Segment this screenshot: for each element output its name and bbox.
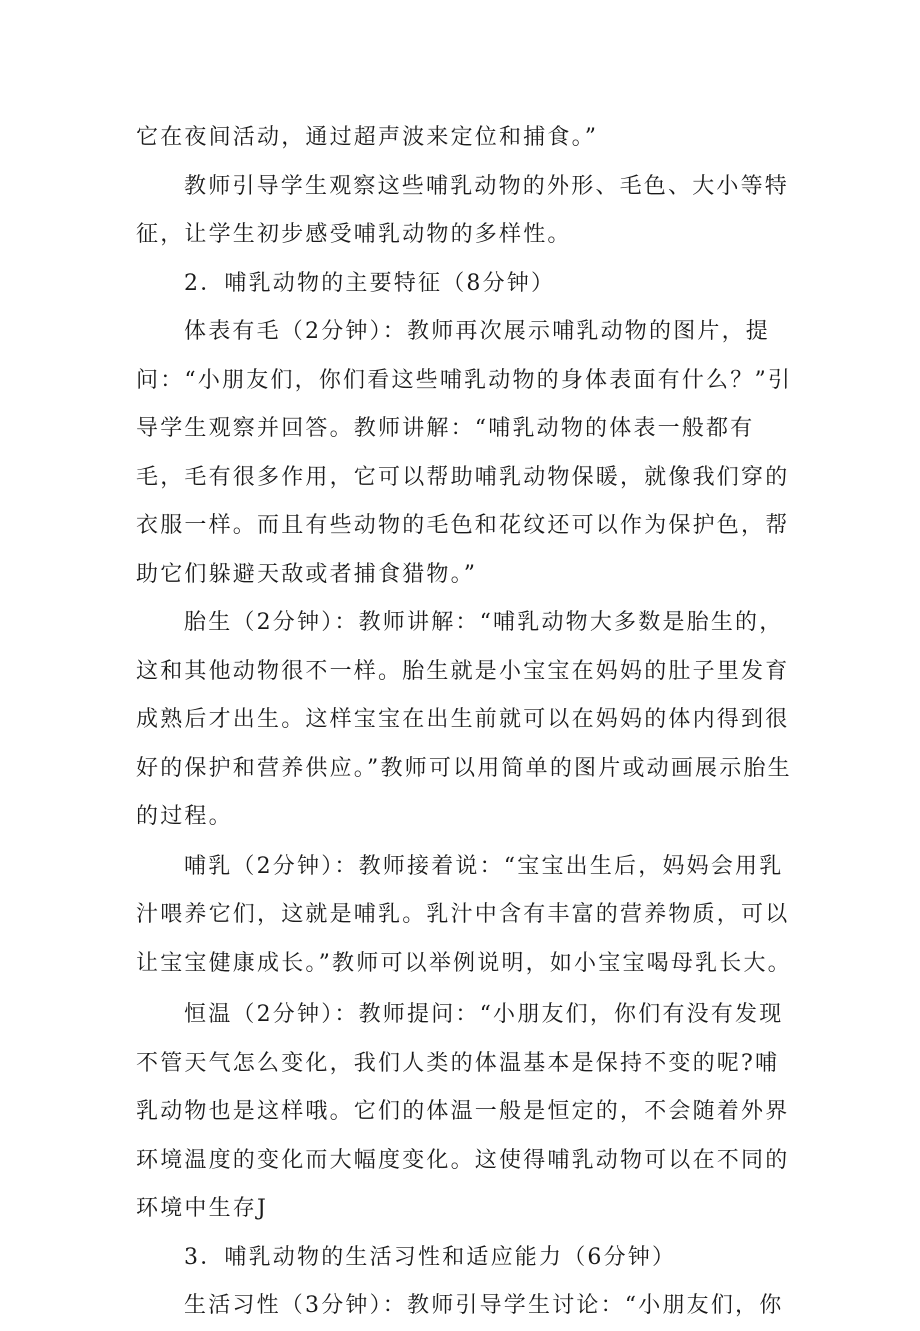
paragraph-nursing: 哺乳（2分钟）：教师接着说：“宝宝出生后，妈妈会用乳汁喂养它们，这就是哺乳。乳汁中含有丰富的营养物质，可以让宝宝健康成长。”教师可以举例说明，如小宝宝喝母乳长大。 — [136, 853, 792, 976]
document-body — [136, 114, 796, 1331]
paragraph-2: 教师引导学生观察这些哺乳动物的外形、毛色、大小等特征，让学生初步感受哺乳动物的多样性。 — [136, 173, 790, 247]
section-heading-2: 2．哺乳动物的主要特征（8分钟） — [184, 270, 556, 296]
paragraph-fur: 体表有毛（2分钟）：教师再次展示哺乳动物的图片，提问：“小朋友们，你们看这些哺乳动物的身体表面有什么？”引导学生观察并回答。教师讲解：“哺乳动物的体表一般都有毛，毛有很多作用，它可以帮助哺乳动物保暖，就像我们穿的衣服一样。而且有些动物的毛色和花纹还可以作为保护色，帮助它们躲避天敌或者捕食猎物。” — [136, 319, 793, 587]
paragraph-warm-blooded: 恒温（2分钟）：教师提问：“小朋友们，你们有没有发现不管天气怎么变化，我们人类的体温基本是保持不变的呢?哺乳动物也是这样哦。它们的体温一般是恒定的，不会随着外界环境温度的变化而大幅度变化。这使得哺乳动物可以在不同的环境中生存J — [136, 1002, 790, 1221]
section-heading-3: 3．哺乳动物的生活习性和适应能力（6分钟） — [184, 1244, 677, 1270]
paragraph-viviparous: 胎生（2分钟）：教师讲解：“哺乳动物大多数是胎生的，这和其他动物很不一样。胎生就是小宝宝在妈妈的肚子里发育成熟后才出生。这样宝宝在出生前就可以在妈妈的体内得到很好的保护和营养供应。”教师可以用简单的图片或动画展示胎生的过程。 — [136, 610, 792, 829]
paragraph-1: 它在夜间活动，通过超声波来定位和捕食。” — [136, 125, 599, 150]
paragraph-habits: 生活习性（3分钟）：教师引导学生讨论：“小朋友们，你 — [184, 1293, 784, 1318]
